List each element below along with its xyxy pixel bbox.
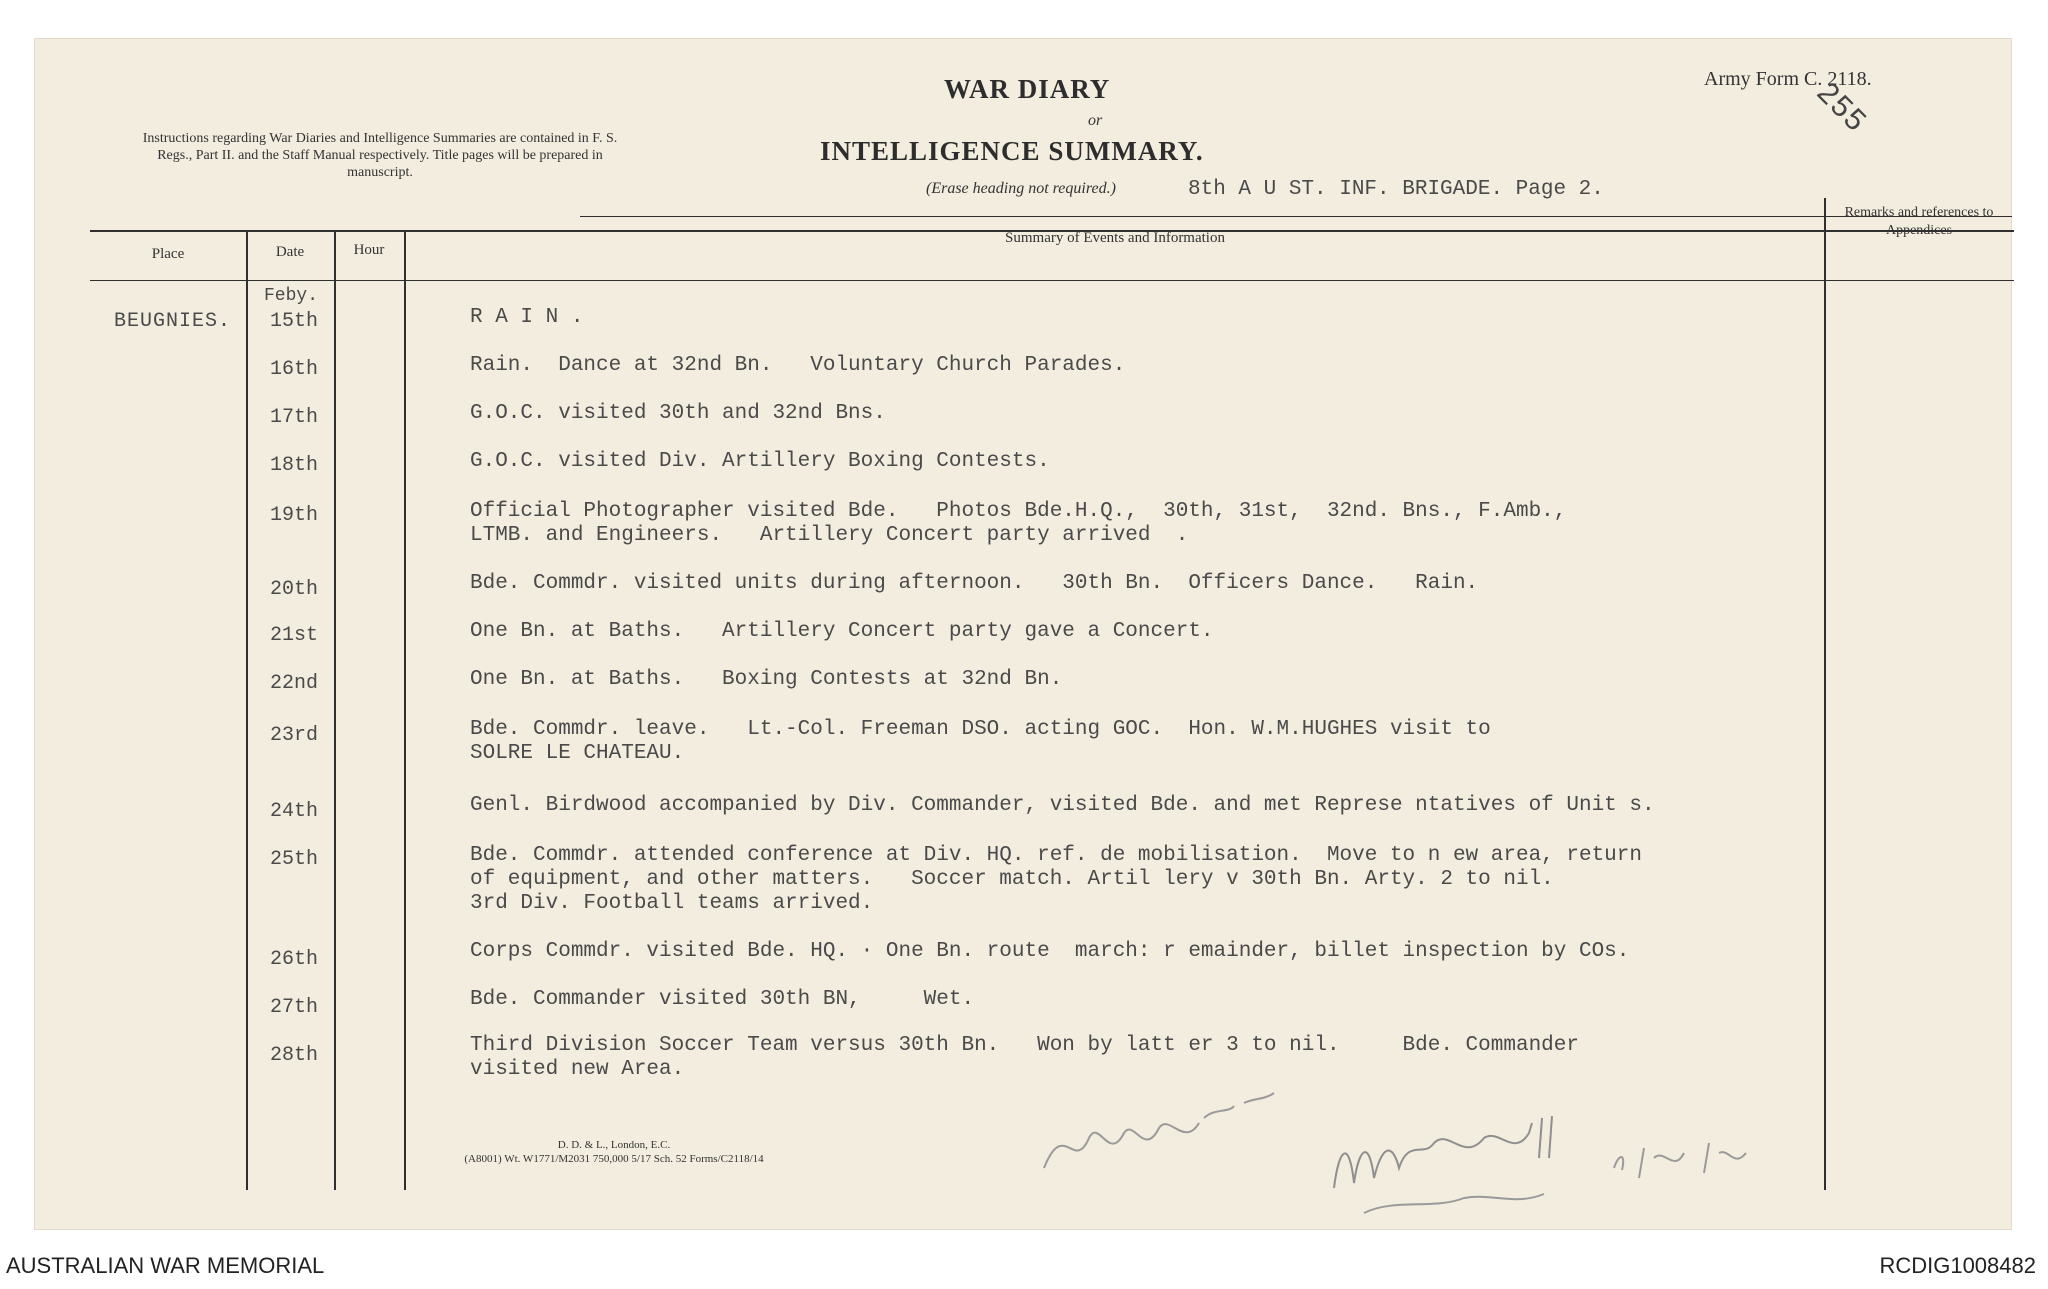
handwritten-note-signature (1034, 1078, 1334, 1188)
column-header-place: Place (151, 246, 185, 262)
col-rule-hour (404, 230, 406, 1190)
column-header-hour: Hour (353, 242, 385, 258)
entry-text: Bde. Commander visited 30th BN, Wet. (470, 988, 975, 1011)
entry-date: 24th (270, 800, 319, 823)
archive-id: RCDIG1008482 (1879, 1253, 2036, 1278)
form-number: Army Form C. 2118. (1704, 68, 1872, 90)
instructions-text: Instructions regarding War Diaries and Intelligence Summaries are contained in F. S. Regs., Part II. and the Staff Manual respectively. Title pages will be prepared in manuscript. (142, 131, 618, 180)
entry-text: Genl. Birdwood accompanied by Div. Commander, visited Bde. and met Represe ntatives of Unit s. (470, 794, 1655, 817)
entry-date: 28th (270, 1044, 319, 1067)
commander-signature (1314, 1098, 1854, 1218)
entry-date: 20th (270, 578, 319, 601)
heading-underline (580, 216, 2012, 217)
entry-text: Bde. Commdr. leave. Lt.-Col. Freeman DSO. acting GOC. Hon. W.M.HUGHES visit to SOLRE LE CHATEAU. (470, 718, 1491, 765)
month-label: Feby. (264, 286, 319, 306)
entry-text: Bde. Commdr. visited units during afternoon. 30th Bn. Officers Dance. Rain. (470, 572, 1479, 595)
entry-date: 15th (270, 310, 319, 333)
entry-text: One Bn. at Baths. Artillery Concert party gave a Concert. (470, 620, 1214, 643)
column-header-remarks: Remarks and references to Appendices (1844, 205, 1994, 238)
entry-text: G.O.C. visited Div. Artillery Boxing Contests. (470, 450, 1050, 473)
page-number-stamp: 255 (1810, 76, 1874, 139)
place-name: BEUGNIES. (114, 310, 232, 333)
entry-text: G.O.C. visited 30th and 32nd Bns. (470, 402, 886, 425)
entry-text: Official Photographer visited Bde. Photos Bde.H.Q., 30th, 31st, 32nd. Bns., F.Amb., LTMB. and Engineers. Artillery Concert party arrived . (470, 500, 1567, 547)
entry-date: 26th (270, 948, 319, 971)
entry-date: 21st (270, 624, 319, 647)
column-header-date: Date (275, 244, 305, 260)
diary-sheet (34, 38, 2012, 1230)
entry-text: R A I N . (470, 306, 584, 329)
entry-text: One Bn. at Baths. Boxing Contests at 32nd Bn. (470, 668, 1063, 691)
printer-imprint: D. D. & L., London, E.C. (A8001) Wt. W1771/M2031 750,000 5/17 Sch. 52 Forms/C2118/14 (464, 1139, 764, 1165)
entry-date: 19th (270, 504, 319, 527)
entry-date: 27th (270, 996, 319, 1019)
entry-date: 23rd (270, 724, 319, 747)
entry-date: 25th (270, 848, 319, 871)
column-header-summary: Summary of Events and Information (1005, 230, 1225, 246)
entry-text: Corps Commdr. visited Bde. HQ. · One Bn. route march: r emainder, billet inspection by COs. (470, 940, 1630, 963)
erase-note: (Erase heading not required.) (926, 180, 1116, 197)
entry-text: Rain. Dance at 32nd Bn. Voluntary Church Parades. (470, 354, 1126, 377)
header-bottom-rule (90, 280, 2014, 281)
entry-date: 16th (270, 358, 319, 381)
diary-subtitle: INTELLIGENCE SUMMARY. (820, 136, 1204, 166)
title-or: or (1088, 112, 1103, 129)
entry-date: 18th (270, 454, 319, 477)
entry-text: Bde. Commdr. attended conference at Div. HQ. ref. de mobilisation. Move to n ew area, return of equipment, and other matters. Soccer match. Artil lery v 30th Bn. Arty. 2 to nil. 3rd Div. Football teams arrived. (470, 844, 1642, 915)
col-rule-place (246, 230, 248, 1190)
entry-date: 17th (270, 406, 319, 429)
entry-text: Third Division Soccer Team versus 30th Bn. Won by latt er 3 to nil. Bde. Commander visited new Area. (470, 1034, 1579, 1081)
diary-title: WAR DIARY (944, 74, 1111, 104)
archive-label: AUSTRALIAN WAR MEMORIAL (6, 1253, 325, 1278)
entry-date: 22nd (270, 672, 319, 695)
unit-heading: 8th A U ST. INF. BRIGADE. Page 2. (1188, 178, 1604, 201)
